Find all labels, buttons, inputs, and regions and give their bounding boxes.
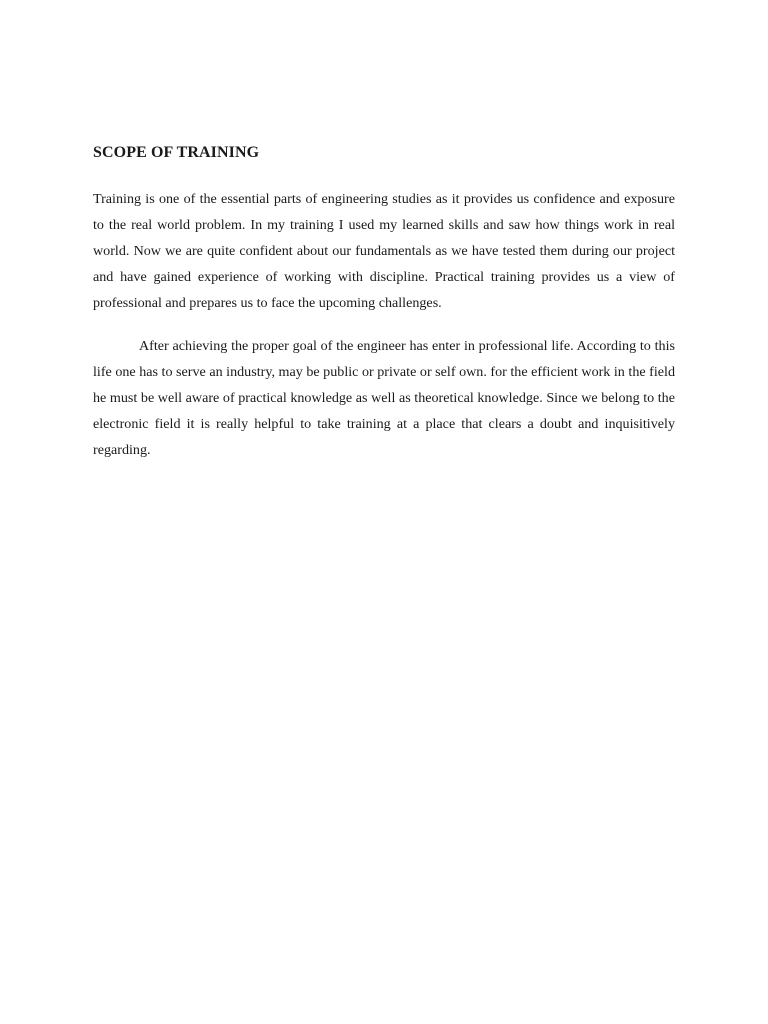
section-heading: SCOPE OF TRAINING xyxy=(93,144,260,161)
document-body xyxy=(93,141,675,480)
paragraph-1: Training is one of the essential parts of engineering studies as it provides us confidence and exposure to the real world problem. In my training I used my learned skills and saw how things work in real world. Now we are quite confident about our fundamentals as we have tested them during our project and have gained experience of working with discipline. Practical training provides us a view of professional and prepares us to face the upcoming challenges. xyxy=(93,191,675,311)
paragraph-2: After achieving the proper goal of the engineer has enter in professional life. According to this life one has to serve an industry, may be public or private or self own. for the efficient work in the field he must be well aware of practical knowledge as well as theoretical knowledge. Since we belong to the electronic field it is really helpful to take training at a place that clears a doubt and inquisitively regarding. xyxy=(93,338,675,458)
